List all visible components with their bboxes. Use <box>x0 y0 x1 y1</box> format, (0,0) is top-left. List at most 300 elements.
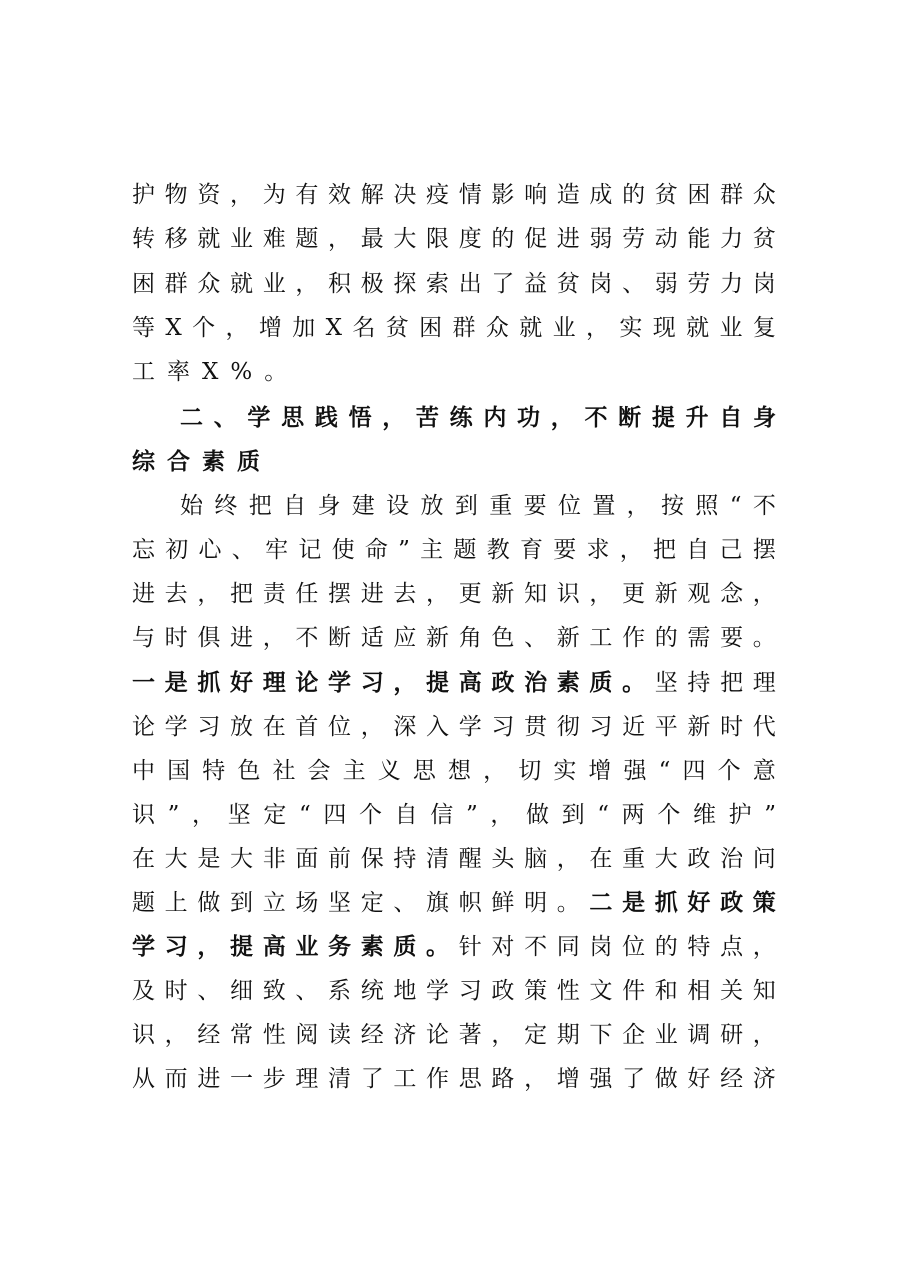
paragraph-line <box>180 484 776 528</box>
text-char: 移 <box>164 226 188 252</box>
text-char: 时 <box>164 625 188 651</box>
text-char: 与 <box>132 625 155 651</box>
text-char: 出 <box>458 271 482 297</box>
text-char: 不 <box>524 934 548 960</box>
bold-text-char: 练 <box>449 405 473 431</box>
text-char: 促 <box>524 226 548 252</box>
text-char: 按 <box>661 493 685 519</box>
text-char: 、 <box>197 978 221 1004</box>
text-char: 极 <box>360 271 384 297</box>
paragraph-line <box>132 925 776 969</box>
paragraph-line <box>132 528 776 572</box>
text-char: 进 <box>360 581 384 607</box>
text-char: 大 <box>654 846 678 872</box>
text-char: 。 <box>752 625 776 651</box>
text-char: 识 <box>132 802 155 828</box>
text-char: 政 <box>491 978 515 1004</box>
text-char: 身 <box>317 493 341 519</box>
paragraph-line <box>132 1013 776 1057</box>
text-char: 性 <box>556 978 580 1004</box>
text-char: 、 <box>231 537 255 563</box>
bold-text-char: 质 <box>589 670 613 696</box>
paragraph-line <box>132 572 776 616</box>
text-char: 物 <box>164 182 188 208</box>
bold-text-char: 。 <box>426 934 450 960</box>
text-char: 终 <box>214 493 238 519</box>
text-char: ， <box>586 315 609 341</box>
text-char: 到 <box>230 890 254 916</box>
text-char: “ <box>658 758 671 784</box>
text-char: X <box>325 315 342 341</box>
text-char: 困 <box>687 182 711 208</box>
bold-text-char: 思 <box>281 405 305 431</box>
text-char: 从 <box>132 1066 155 1092</box>
paragraph-line <box>132 661 776 705</box>
text-char: 场 <box>295 890 319 916</box>
bold-text-char: 功 <box>517 405 541 431</box>
text-char: ， <box>230 182 254 208</box>
bold-text-char: 悟 <box>348 405 372 431</box>
bold-text-char: 业 <box>295 934 319 960</box>
text-char: 摆 <box>752 537 776 563</box>
text-char: 思 <box>412 758 436 784</box>
text-char: 社 <box>272 758 296 784</box>
text-char: 研 <box>720 1022 744 1048</box>
text-char: 劳 <box>687 271 711 297</box>
bold-text-char: 抓 <box>197 670 221 696</box>
text-char: 经 <box>360 1022 384 1048</box>
text-char: 路 <box>491 1066 515 1092</box>
text-char: 为 <box>262 182 286 208</box>
bold-text-char: 高 <box>458 670 482 696</box>
text-char: X <box>202 359 231 385</box>
text-char: 近 <box>622 714 646 740</box>
text-char: 定 <box>263 802 287 828</box>
text-char: 念 <box>720 581 744 607</box>
text-char: 济 <box>752 1066 776 1092</box>
paragraph-line <box>132 350 776 394</box>
text-char: 实 <box>553 758 577 784</box>
text-char: 育 <box>519 537 543 563</box>
text-char: 观 <box>687 581 711 607</box>
text-char: 把 <box>230 581 254 607</box>
text-char: 解 <box>360 182 384 208</box>
bold-text-char: 高 <box>262 934 286 960</box>
text-char: 自 <box>394 802 418 828</box>
text-char: 入 <box>426 714 450 740</box>
text-char: 的 <box>622 182 646 208</box>
text-char: 坚 <box>328 890 352 916</box>
bold-text-char: ， <box>382 405 406 431</box>
text-char: 想 <box>447 758 471 784</box>
text-char: 难 <box>262 226 286 252</box>
text-char: 更 <box>622 581 646 607</box>
bold-text-char: 综 <box>132 449 167 475</box>
text-char: 特 <box>202 758 226 784</box>
text-char: 护 <box>728 802 752 828</box>
text-char: 探 <box>393 271 417 297</box>
text-char: 持 <box>393 846 417 872</box>
text-char: 适 <box>360 625 384 651</box>
text-char: 知 <box>524 581 548 607</box>
text-char: 众 <box>197 271 221 297</box>
text-char: 位 <box>622 934 646 960</box>
text-char: 复 <box>752 315 776 341</box>
text-char: 两 <box>621 802 645 828</box>
text-char: 面 <box>295 846 319 872</box>
text-char: 进 <box>230 625 254 651</box>
bold-text-char: 二 <box>180 405 203 431</box>
text-char: 一 <box>230 1066 254 1092</box>
text-char: 责 <box>262 581 286 607</box>
text-char: 四 <box>682 758 706 784</box>
text-char: 彻 <box>556 714 580 740</box>
text-char: 步 <box>262 1066 286 1092</box>
text-char: 个 <box>717 758 741 784</box>
text-char: 需 <box>687 625 711 651</box>
text-char: 就 <box>197 226 221 252</box>
text-char: ， <box>426 581 450 607</box>
paragraph-line <box>132 881 776 925</box>
bold-text-char: 二 <box>589 890 613 916</box>
bold-text-char: 质 <box>393 934 417 960</box>
bold-text-char: 理 <box>262 670 286 696</box>
text-char: 针 <box>458 934 482 960</box>
text-char: 岗 <box>589 271 613 297</box>
text-char: 的 <box>654 934 678 960</box>
text-char: 大 <box>230 846 254 872</box>
text-char: 现 <box>652 315 676 341</box>
text-char: 立 <box>262 890 286 916</box>
text-char: 论 <box>132 714 155 740</box>
bold-text-char: ， <box>197 934 221 960</box>
text-char: 自 <box>283 493 307 519</box>
text-char: 新 <box>426 625 450 651</box>
text-char: 企 <box>622 1022 646 1048</box>
text-char: 经 <box>720 1066 744 1092</box>
text-char: 关 <box>720 978 744 1004</box>
paragraph-line <box>132 837 776 881</box>
text-char: 、 <box>524 625 548 651</box>
text-char: 性 <box>262 1022 286 1048</box>
bold-text-char: 质 <box>237 449 272 475</box>
text-char: 把 <box>653 537 677 563</box>
text-char: 任 <box>295 581 319 607</box>
text-char: 明 <box>524 890 548 916</box>
bold-text-char: 素 <box>556 670 580 696</box>
text-char: 。 <box>556 890 580 916</box>
text-char: 群 <box>720 182 744 208</box>
text-char: 、 <box>295 978 319 1004</box>
text-char: 强 <box>589 1066 613 1092</box>
text-char: 同 <box>556 934 580 960</box>
text-char: 业 <box>654 1022 678 1048</box>
text-char: 主 <box>420 537 444 563</box>
text-char: 大 <box>393 226 417 252</box>
text-char: 个 <box>359 802 383 828</box>
text-char: ， <box>483 758 507 784</box>
paragraph-line <box>132 969 776 1013</box>
bold-text-char: 践 <box>314 405 338 431</box>
text-char: 习 <box>458 978 482 1004</box>
text-char: ” <box>167 802 180 828</box>
bold-text-char: 是 <box>622 890 646 916</box>
section-heading-line <box>132 440 776 484</box>
text-char: 动 <box>654 226 678 252</box>
text-char: 做 <box>654 1066 678 1092</box>
text-char: 定 <box>524 1022 548 1048</box>
text-char: 放 <box>420 493 444 519</box>
text-char: 把 <box>720 670 744 696</box>
text-char: 情 <box>458 182 482 208</box>
bold-text-char: 学 <box>132 934 155 960</box>
paragraph-line <box>132 306 776 350</box>
text-char: 。 <box>264 359 300 385</box>
bold-text-char: 自 <box>719 405 743 431</box>
text-char: 忘 <box>132 537 155 563</box>
text-char: 新 <box>491 581 515 607</box>
text-char: 贫 <box>654 182 678 208</box>
paragraph-line <box>132 217 776 261</box>
paragraph-line <box>132 749 776 793</box>
text-char: ” <box>398 537 410 563</box>
text-char: 就 <box>519 315 543 341</box>
text-char: 理 <box>752 670 776 696</box>
text-char: 岗 <box>752 271 776 297</box>
paragraph-line <box>132 173 776 217</box>
text-char: 信 <box>430 802 454 828</box>
text-char: ， <box>197 581 221 607</box>
text-char: 好 <box>687 1066 711 1092</box>
text-char: 地 <box>393 978 417 1004</box>
text-char: “ <box>729 493 742 519</box>
text-char: 增 <box>556 1066 580 1092</box>
text-char: 要 <box>720 625 744 651</box>
paragraph-line <box>132 616 776 660</box>
text-char: 清 <box>426 846 450 872</box>
text-char: 索 <box>426 271 450 297</box>
text-char: 置 <box>592 493 616 519</box>
text-char: 深 <box>393 714 417 740</box>
text-char: X <box>165 315 182 341</box>
text-char: 自 <box>686 537 710 563</box>
text-char: ” <box>764 802 776 828</box>
text-char: 力 <box>720 226 744 252</box>
text-char: 角 <box>458 625 482 651</box>
text-char: ， <box>752 934 776 960</box>
text-char: 应 <box>393 625 417 651</box>
text-char: 及 <box>132 978 155 1004</box>
text-char: 位 <box>328 714 352 740</box>
text-char: ， <box>295 271 319 297</box>
text-char: 名 <box>352 315 376 341</box>
text-char: 色 <box>491 625 515 651</box>
text-char: 实 <box>619 315 643 341</box>
text-char: 济 <box>393 1022 417 1048</box>
text-char: 坚 <box>654 670 678 696</box>
text-char: 放 <box>230 714 254 740</box>
text-char: 期 <box>556 1022 580 1048</box>
text-char: 持 <box>687 670 711 696</box>
text-char: 劳 <box>622 226 646 252</box>
text-char: 要 <box>523 493 547 519</box>
text-char: 识 <box>132 1022 155 1048</box>
text-char: 习 <box>491 714 515 740</box>
text-char: 到 <box>561 802 585 828</box>
text-char: 问 <box>752 846 776 872</box>
text-char: 新 <box>687 714 711 740</box>
text-char: 众 <box>752 182 776 208</box>
text-char: 不 <box>295 625 319 651</box>
bold-text-char: 抓 <box>654 890 678 916</box>
text-char: 贫 <box>752 226 776 252</box>
bold-text-char: 提 <box>651 405 675 431</box>
text-char: 牢 <box>265 537 289 563</box>
text-char: ， <box>556 846 580 872</box>
bold-text-char: ， <box>393 670 417 696</box>
text-char: 要 <box>553 537 577 563</box>
text-char: 首 <box>295 714 319 740</box>
text-char: 益 <box>524 271 548 297</box>
text-char: 时 <box>720 714 744 740</box>
text-char: 、 <box>622 271 646 297</box>
text-char: 读 <box>328 1022 352 1048</box>
text-char: 下 <box>589 1022 613 1048</box>
text-char: 维 <box>692 802 716 828</box>
text-char: 代 <box>752 714 776 740</box>
text-char: 切 <box>518 758 542 784</box>
bold-text-char: 好 <box>230 670 254 696</box>
text-char: 的 <box>491 226 515 252</box>
text-char: 常 <box>230 1022 254 1048</box>
text-char: 件 <box>622 978 646 1004</box>
bold-text-char: 学 <box>328 670 352 696</box>
text-char: 俱 <box>197 625 221 651</box>
text-char: 把 <box>248 493 272 519</box>
text-char: 习 <box>589 714 613 740</box>
text-char: 学 <box>426 978 450 1004</box>
text-char: 上 <box>164 890 188 916</box>
text-char: 度 <box>458 226 482 252</box>
text-char: 帜 <box>458 890 482 916</box>
text-char: 策 <box>524 978 548 1004</box>
bold-text-char: 论 <box>295 670 319 696</box>
bold-text-char: 是 <box>164 670 188 696</box>
text-char: 主 <box>342 758 366 784</box>
text-char: 业 <box>552 315 576 341</box>
text-char: 是 <box>197 846 221 872</box>
bold-text-char: 一 <box>132 670 155 696</box>
text-char: 定 <box>360 890 384 916</box>
text-char: 了 <box>622 1066 646 1092</box>
text-char: 致 <box>262 978 286 1004</box>
bold-text-char: 习 <box>360 670 384 696</box>
text-char: 摆 <box>328 581 352 607</box>
bold-text-char: 策 <box>752 890 776 916</box>
text-char: 积 <box>328 271 352 297</box>
text-char: 能 <box>687 226 711 252</box>
text-char: 进 <box>132 581 155 607</box>
text-char: 求 <box>586 537 610 563</box>
bold-text-char: 苦 <box>415 405 439 431</box>
text-char: 思 <box>458 1066 482 1092</box>
text-char: 在 <box>589 846 613 872</box>
text-char: 教 <box>486 537 510 563</box>
text-char: 习 <box>197 714 221 740</box>
text-char: 清 <box>328 1066 352 1092</box>
text-char: 疫 <box>426 182 450 208</box>
text-char: 学 <box>164 714 188 740</box>
text-char: 醒 <box>458 846 482 872</box>
text-char: 题 <box>453 537 477 563</box>
bold-text-char: 、 <box>213 405 237 431</box>
text-char: 个 <box>192 315 216 341</box>
text-char: 有 <box>295 182 319 208</box>
text-char: ， <box>589 581 613 607</box>
text-char: 业 <box>230 226 254 252</box>
text-char: ， <box>192 802 216 828</box>
bold-text-char: 身 <box>752 405 776 431</box>
text-char: ” <box>465 802 478 828</box>
text-char: ， <box>752 581 776 607</box>
paragraph-line <box>132 262 776 306</box>
text-char: 色 <box>237 758 261 784</box>
text-char: 效 <box>328 182 352 208</box>
text-char: 记 <box>298 537 322 563</box>
bold-text-char: 务 <box>328 934 352 960</box>
text-char: 会 <box>307 758 331 784</box>
bold-text-char: 不 <box>584 405 608 431</box>
text-char: 题 <box>295 226 319 252</box>
text-char: 岗 <box>589 934 613 960</box>
text-char: 强 <box>623 758 647 784</box>
text-char: ， <box>225 315 249 341</box>
paragraph-line <box>132 1057 776 1101</box>
text-char: 和 <box>654 978 678 1004</box>
text-char: 重 <box>622 846 646 872</box>
text-char: 时 <box>164 978 188 1004</box>
text-char: ， <box>360 714 384 740</box>
text-char: 始 <box>180 493 203 519</box>
text-char: 命 <box>364 537 388 563</box>
bold-text-char: 政 <box>491 670 515 696</box>
text-char: 了 <box>491 271 515 297</box>
text-char: 义 <box>377 758 401 784</box>
bold-text-char: 断 <box>618 405 642 431</box>
text-char: 成 <box>589 182 613 208</box>
text-char: 率 <box>167 359 202 385</box>
text-char: 护 <box>132 182 155 208</box>
text-char: 头 <box>491 846 515 872</box>
text-char: 政 <box>687 846 711 872</box>
text-char: “ <box>597 802 610 828</box>
text-char: 对 <box>491 934 515 960</box>
text-char: 旗 <box>426 890 450 916</box>
text-char: 增 <box>588 758 612 784</box>
text-char: 初 <box>165 537 189 563</box>
bold-text-char: 。 <box>622 670 646 696</box>
bold-text-char: 素 <box>202 449 237 475</box>
bold-text-char: 内 <box>483 405 507 431</box>
text-char: 学 <box>458 714 482 740</box>
text-char: ， <box>491 1022 515 1048</box>
text-char: 非 <box>262 846 286 872</box>
text-char: 工 <box>589 625 613 651</box>
text-char: 新 <box>654 581 678 607</box>
text-char: 坚 <box>227 802 251 828</box>
text-char: 群 <box>164 271 188 297</box>
text-char: 国 <box>167 758 191 784</box>
